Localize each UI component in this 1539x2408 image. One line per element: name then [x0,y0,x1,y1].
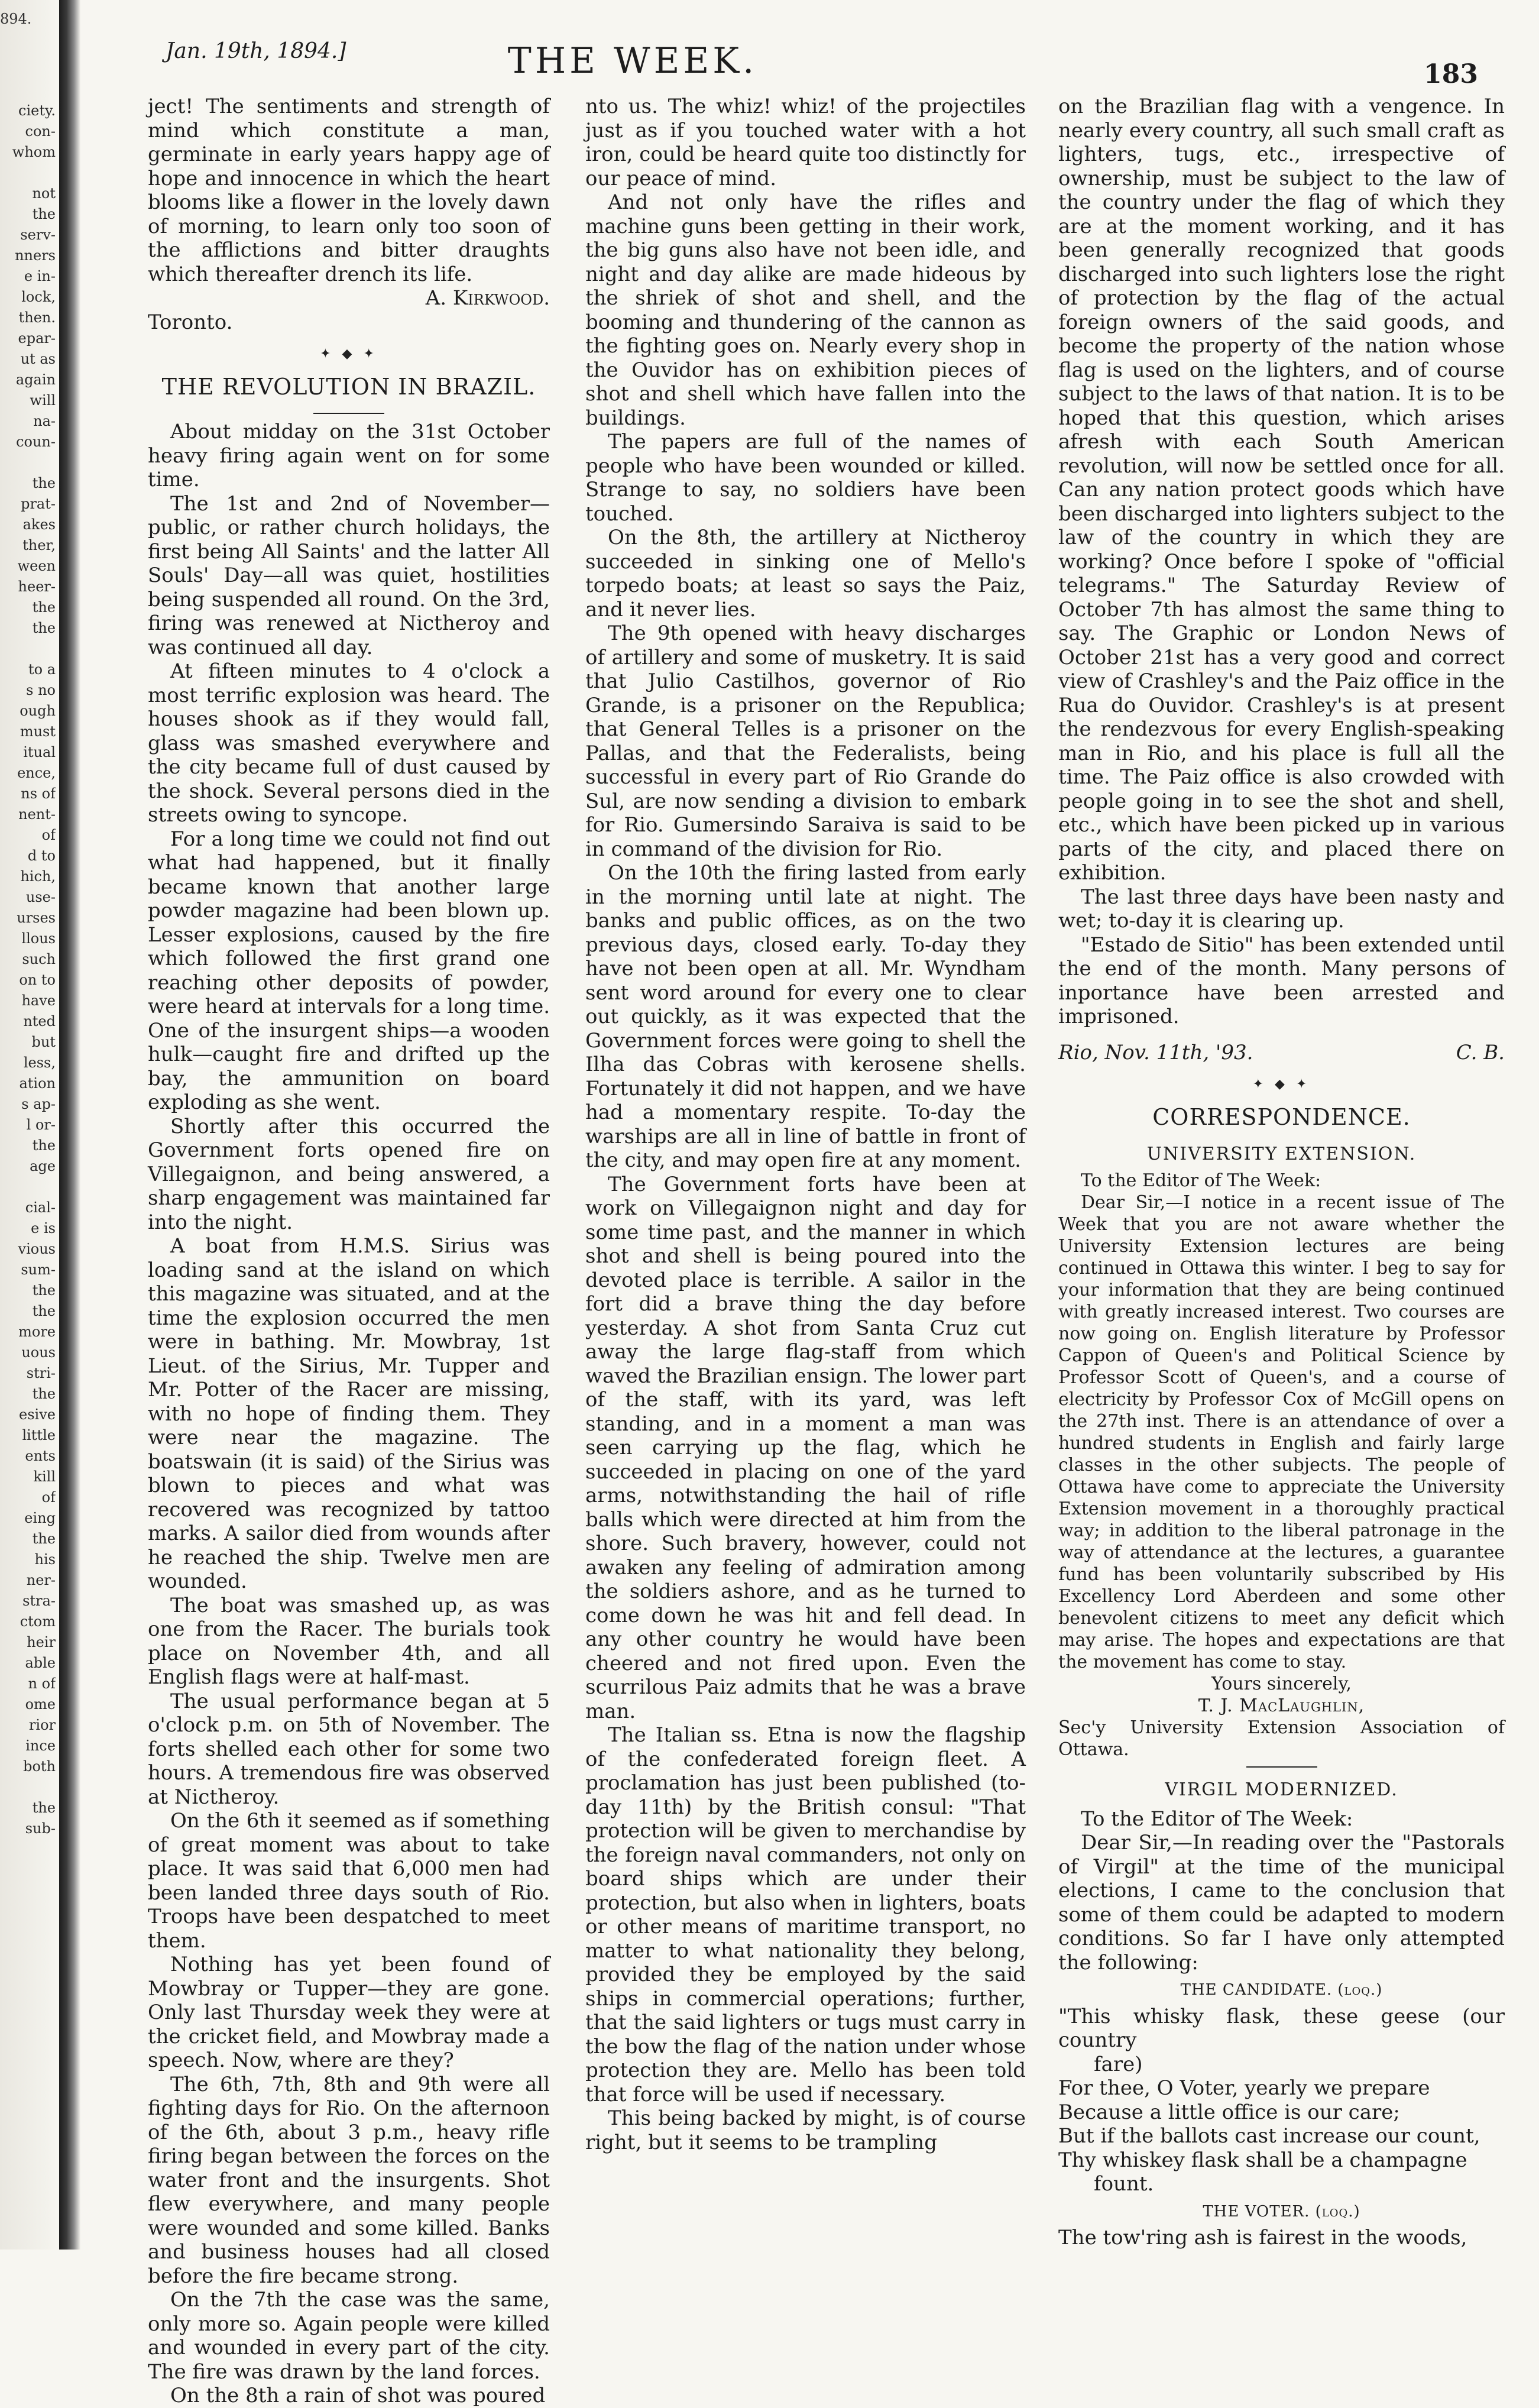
previous-page-fragment: uous [21,1344,56,1361]
previous-page-fragment [1,1177,56,1197]
previous-page-fragment: heer- [18,578,56,595]
dateline-place-date: Rio, Nov. 11th, '93. [1058,1040,1253,1064]
previous-page-fragment: itual [23,744,56,760]
previous-page-fragments [1,101,56,1839]
continued-paragraph: nto us. The whiz! whiz! of the projectiles just as if you touched water with a hot iron, could be heard quite too distinctly for our peace of mind. [585,95,1026,190]
article-paragraph: On the 10th the firing lasted from early in the morning until late at night. The banks and public offices, as on the two previous days, closed early. To-day they have not been open at all. Mr. Wyndham sent word around for every one to clear out quickly, as it was expected that the Government forces were going to shell the Ilha das Cobras with kerosene shells. Fortunately it did not happen, and we have had a momentary respite. To-day the warships are all in line of battle in front of the city, and may open fire at any moment. [585,861,1026,1172]
running-head [166,24,1490,95]
previous-page-fragment: e in- [24,268,56,284]
article-paragraph: The 9th opened with heavy discharges of artillery and some of musketry. It is said that Julio Castilhos, governor of Rio Grande, is a prisoner on the Republica; that General Telles is a prisoner on the Pallas, and that the Federalists, being successful in every part of Rio Grande do Sul, are now sending a division to embark for Rio. Gumersindo Saraiva is said to be in command of the division for Rio. [585,622,1026,861]
previous-page-fragment: ut as [20,351,56,367]
issue-date: Jan. 19th, 1894.] [166,39,346,63]
previous-page-fragment: llous [21,930,56,947]
previous-page-fragment: urses [17,910,56,926]
previous-page-fragment: whom [12,144,56,160]
article-paragraph: At fifteen minutes to 4 o'clock a most terrific explosion was heard. The houses shook as if they would fall, glass was smashed everywhere and the city became full of dust caused by the shock. Several persons died in the streets owing to syncope. [148,659,550,827]
previous-page-fragment: nners [15,247,56,264]
previous-page-fragment: s no [26,682,56,698]
previous-page-fragment: hich, [20,868,56,885]
masthead-title: THE WEEK. [507,40,758,82]
page-number: 183 [1424,59,1478,89]
previous-page-fragment: to a [28,661,56,678]
intro-paragraph: ject! The sentiments and strength of mind which constitute a man, germinate in early years happy age of hope and innocence in which the heart blooms like a flower in the lovely dawn of morning, to learn only too soon of the afflictions and bitter draughts which thereafter drench its life. [148,95,550,286]
previous-page-fragment: akes [22,516,56,533]
previous-page-fragment [1,639,56,659]
letter-body: Dear Sir,—In reading over the "Pastorals of Virgil" at the time of the municipal elections, I came to the conclusion that some of them could be adapted to modern conditions. So far I have only attempted the following: [1058,1831,1505,1975]
article-paragraph: The last three days have been nasty and wet; to-day it is clearing up. [1058,885,1505,933]
previous-page-fragment: the [32,1282,56,1299]
previous-page-fragment: ence, [17,765,56,781]
previous-page-fragment: prat- [21,496,56,512]
article-paragraph: On the 8th a rain of shot was poured [170,2384,546,2407]
previous-page-fragment: coun- [16,433,56,450]
article-paragraph: The 6th, 7th, 8th and 9th were all fighting days for Rio. On the afternoon of the 6th, about 3 p.m., heavy rifle firing began between the forces on the water front and the insurgents. Shot flew everywhere, and many people were wounded and some killed. Banks and business houses had all closed before the fire became strong. [148,2072,550,2288]
previous-page-fragment: ctom [20,1613,56,1630]
author-signature: A. Kirkwood. [425,286,550,310]
previous-page-fragment: con- [25,123,56,140]
previous-page-fragment: sum- [21,1261,56,1278]
letter-body: Dear Sir,—I notice in a recent issue of The Week that you are not aware whether the University Extension lectures are being continued in Ottawa this winter. I beg to say for your information that they are being continued with greatly increased interest. Two courses are now going on. English literature by Professor Cappon of Queen's and Political Science by Professor Scott of Queen's, and a course of electricity by Professor Cox of McGill opens on the 27th inst. There is an attendance of over a hundred students in English and fairly large classes in the other subjects. The people of Ottawa have come to appreciate the University Extension movement in a thoroughly practical way; in addition to the liberal patronage in the way of attendance at the lectures, a guarantee fund has been voluntarily subscribed by His Excellency Lord Aberdeen and some other benevolent citizens to meet any deficit which may arise. The hopes and expectations are that the movement has come to stay. [1058,1192,1505,1672]
previous-page-fragment: stra- [22,1593,56,1609]
poem-line: Thy whiskey flask shall be a champagne [1058,2148,1467,2172]
previous-page-fragment: vious [18,1241,56,1257]
poem-line: But if the ballots cast increase our count, [1058,2124,1480,2148]
article-paragraph: On the 8th, the artillery at Nictheroy succeeded in sinking one of Mello's torpedo boats; at least so says the Paiz, and it never lies. [585,526,1026,622]
column-3 [1058,95,1505,2250]
previous-page-fragment: lock, [21,289,56,305]
article-paragraph: And not only have the rifles and machine guns been getting in their work, the big guns also have not been idle, and night and day alike are made hideous by the shriek of shot and shell, and the booming and thundering of the cannon as the fighting goes on. Nearly every shop in the Ouvidor has on exhibition pieces of shot and shell which have fallen into the buildings. [585,190,1026,430]
column-2 [585,95,1026,2154]
heading-rule [313,413,384,414]
previous-page-fragment: the [32,1530,56,1547]
previous-page-fragment: his [34,1551,56,1568]
article-body-col1 [148,420,550,2408]
previous-page-fragment: then. [18,309,56,326]
letter-salutation: To the Editor of The Week: [1081,1807,1353,1831]
speaker-candidate: THE CANDIDATE. (loq.) [1180,1981,1383,1999]
previous-page-fragment: serv- [20,226,56,243]
column-1 [148,95,550,2408]
previous-page-fragment: eing [24,1510,56,1526]
previous-page-fragment: cial- [25,1199,56,1216]
poem-line: fare) [1094,2052,1143,2076]
previous-page-fragment: s ap- [21,1096,56,1112]
previous-page-fragment: heir [27,1634,56,1650]
previous-page-fragment: age [30,1158,56,1174]
article-body-col3 [1058,885,1505,1029]
article-body-col2 [585,190,1026,2154]
previous-page-fragment: kill [33,1468,56,1485]
article-paragraph: For a long time we could not find out what had happened, but it finally became known that another large powder magazine had been blown up. Lesser explosions, caused by the fire which followed the first grand one reaching other deposits of powder, were heard at intervals for a long time. One of the insurgent ships—a wooden hulk—caught fire and drifted up the bay, the ammunition on board exploding as she went. [148,827,550,1114]
previous-page-fragment: n of [28,1675,56,1692]
previous-page-fragment: the [32,620,56,636]
letter-salutation: To the Editor of The Week: [1081,1170,1321,1191]
poem-line: Because a little office is our care; [1058,2100,1400,2124]
previous-page-fragment: the [32,1799,56,1816]
previous-page-fragment: able [25,1655,56,1671]
previous-page-fragment: the [32,1303,56,1319]
letter-signer-role: Sec'y University Extension Association of Ottawa. [1058,1717,1505,1760]
poem-verse-voter-line: The tow'ring ash is fairest in the woods, [1058,2226,1467,2250]
previous-page-fragment: l or- [26,1116,56,1133]
previous-page-fragment: d to [27,847,56,864]
previous-page-fragment: not [32,185,56,202]
previous-page-fragment: ther, [22,537,56,554]
letter-heading: UNIVERSITY EXTENSION. [1146,1144,1417,1164]
previous-page-fragment: will [30,392,56,409]
article-paragraph: A boat from H.M.S. Sirius was loading sand at the island on which this magazine was situated, and at the time the explosion occurred the men were in bathing. Mr. Mowbray, 1st Lieut. of the Sirius, Mr. Tupper and Mr. Potter of the Racer are missing, with no hope of finding them. They were near the magazine. The boatswain (it is said) of the Sirius was blown to pieces and what was recovered was recognized by tattoo marks. A sailor died from wounds after he reached the ship. Twelve men are wounded. [148,1234,550,1593]
previous-page-fragment: ween [17,558,56,574]
previous-page-fragment: nent- [18,806,56,823]
previous-page-fragment: stri- [26,1365,56,1381]
article-paragraph: The boat was smashed up, as was one from the Racer. The burials took place on November 4th, and all English flags were at half-mast. [148,1593,550,1689]
article-paragraph: About midday on the 31st October heavy firing again went on for some time. [148,420,550,491]
dateline-initials: C. B. [1456,1040,1505,1064]
article-paragraph: The usual performance began at 5 o'clock p.m. on 5th of November. The forts shelled each other for some two hours. A tremendous fire was observed at Nictheroy. [148,1689,550,1809]
article-heading: THE REVOLUTION IN BRAZIL. [161,373,536,400]
previous-page-fragment: ome [25,1696,56,1713]
poem-line: fount. [1094,2172,1154,2196]
previous-page-fragment: ation [19,1075,56,1092]
previous-page-fragment [1,452,56,473]
page-gutter-fold [59,0,80,2250]
section-ornament: ✦ ◆ ✦ [320,347,378,361]
previous-page-fragment: less, [23,1054,56,1071]
previous-page-fragment: more [18,1323,56,1340]
previous-page-fragment: little [22,1427,56,1443]
article-paragraph: On the 7th the case was the same, only more so. Again people were killed and wounded in every part of the city. The fire was drawn by the land forces. [148,2288,550,2384]
previous-page-strip [0,0,59,2250]
poem-line: For thee, O Voter, yearly we prepare [1058,2076,1430,2100]
continued-paragraph: on the Brazilian flag with a vengence. In nearly every country, all such small craft as lighters, tugs, etc., irrespective of ownership, must be subject to the law of the country under the flag of which they are at the moment working, and it has been generally recognized that goods discharged into such lighters lose the right of protection by the flag of the actual foreign owners of the said goods, and become the property of the nation whose flag is used on the lighters, and of course subject to the laws of that nation. It is to be hoped that this question, which arises afresh with each South American revolution, will now be settled once for all. Can any nation protect goods which have been discharged into lighters subject to the law of the country in which they are working? Once before I spoke of "official telegrams." The Saturday Review of October 7th has almost the same thing to say. The Graphic or London News of October 21st has a very good and correct view of Crashley's and the Paiz office in the Rua do Ouvidor. Crashley's is at present the rendezvous for every English-speaking man in Rio, and his place is full all the time. The Paiz office is also crowded with people going in to see the shot and shell, etc., which have been picked up in various parts of the city, and placed there on exhibition. [1058,95,1505,885]
previous-page-fragment: sub- [25,1820,56,1837]
poem-verse-candidate [1058,2005,1505,2196]
article-dateline [1058,1041,1505,1065]
letter-virgil-modernized [1058,1778,1505,2250]
previous-page-fragment: ciety. [18,102,56,119]
previous-page-fragment: the [32,599,56,616]
previous-page-fragment: the [32,206,56,222]
previous-page-fragment: the [32,1137,56,1154]
previous-page-fragment: ner- [26,1572,56,1588]
article-paragraph: The papers are full of the names of people who have been wounded or killed. Strange to say, no soldiers have been touched. [585,430,1026,526]
speaker-voter: THE VOTER. (loq.) [1203,2202,1360,2221]
previous-page-fragment: such [22,951,56,967]
correspondence-heading: CORRESPONDENCE. [1152,1103,1411,1130]
previous-page-fragment: the [32,475,56,491]
previous-page-fragment: e is [31,1220,56,1237]
section-ornament: ✦ ◆ ✦ [1252,1077,1311,1092]
article-paragraph: The Government forts have been at work on Villegaignon night and day for some time past, and the manner in which shot and shell is being poured into the devoted place is terrible. A sailor in the fort did a brave thing the day before yesterday. A shot from Santa Cruz cut away the large flag-staff from which waved the Brazilian ensign. The lower part of the staff, with its yard, was left standing, and in a moment a man was seen carrying up the flag, which he succeeded in placing on one of the yard arms, notwithstanding the hail of rifle balls which were directed at him from the shore. Such bravery, however, could not awaken any feeling of admiration among the soldiers ashore, and as he turned to come down he was hit and fell dead. In any other country he would have been cheered and not fired upon. Even the scurrilous Paiz admits that he was a brave man. [585,1172,1026,1723]
previous-page-fragment: of [41,827,56,843]
previous-page-fragment: nted [23,1013,56,1030]
article-paragraph: The 1st and 2nd of November—public, or rather church holidays, the first being All Saints' and the latter All Souls' Day—all was quiet, hostilities being suspended all round. On the 3rd, firing was renewed at Nictheroy and was continued all day. [148,491,550,659]
article-paragraph: Nothing has yet been found of Mowbray or Tupper—they are gone. Only last Thursday week they were at the cricket field, and Mowbray made a speech. Now, where are they? [148,1953,550,2072]
previous-page-fragment: but [31,1034,56,1050]
article-paragraph: This being backed by might, is of course right, but it seems to be trampling [585,2106,1026,2154]
previous-page-fragment: both [23,1758,56,1775]
previous-page-fragment: again [15,371,56,388]
letter-closing: Yours sincerely, [1211,1674,1352,1694]
previous-page-fragment: ince [25,1737,56,1754]
previous-page-fragment: have [21,992,56,1009]
previous-page-fragment: must [20,723,56,740]
previous-page-fragment: esive [19,1406,56,1423]
previous-page-fragment: of [41,1489,56,1506]
previous-page-fragment: epar- [18,330,56,347]
letter-signer: T. J. MacLaughlin, [1198,1695,1365,1716]
previous-page-fragment: ns of [21,785,56,802]
article-paragraph: The Italian ss. Etna is now the flagship of the confederated foreign fleet. A proclamation has just been published (to-day 11th) by the British consul: "That protection will be given to merchandise by the foreign naval commanders, not only on board ships which are under their protection, but also when in lighters, boats or other means of maritime transport, no matter to what nationality they belong, provided they be employed by the said ships in commercial operations; further, that the said lighters or tugs must carry in the bow the flag of the nation under whose protection they are. Mello has been told that force will be used if necessary. [585,1723,1026,2106]
poem-line: "This whisky flask, these geese (our country [1058,2004,1505,2052]
article-paragraph: Shortly after this occurred the Government forts opened fire on Villegaignon, and being answered, a sharp engagement was maintained far into the night. [148,1114,550,1234]
previous-page-fragment: rior [28,1717,56,1733]
article-paragraph: "Estado de Sitio" has been extended until the end of the month. Many persons of inportance have been arrested and imprisoned. [1058,933,1505,1028]
previous-page-fragment [1,163,56,183]
previous-page-number: 894. [0,11,32,27]
previous-page-fragment [1,1777,56,1798]
letter-heading: VIRGIL MODERNIZED. [1165,1779,1398,1800]
previous-page-fragment: ough [20,703,56,719]
previous-page-fragment: use- [25,889,56,905]
letter-divider [1246,1766,1317,1768]
article-paragraph: On the 6th it seemed as if something of great moment was about to take place. It was said that 6,000 men had been landed three days south of Rio. Troops have been despatched to meet them. [148,1809,550,1953]
previous-page-fragment: ents [25,1448,56,1464]
previous-page-fragment: the [32,1386,56,1402]
previous-page-fragment: on to [19,972,56,988]
author-place: Toronto. [148,310,233,334]
letter-university-extension [1058,1143,1505,1760]
previous-page-fragment: na- [33,413,56,429]
